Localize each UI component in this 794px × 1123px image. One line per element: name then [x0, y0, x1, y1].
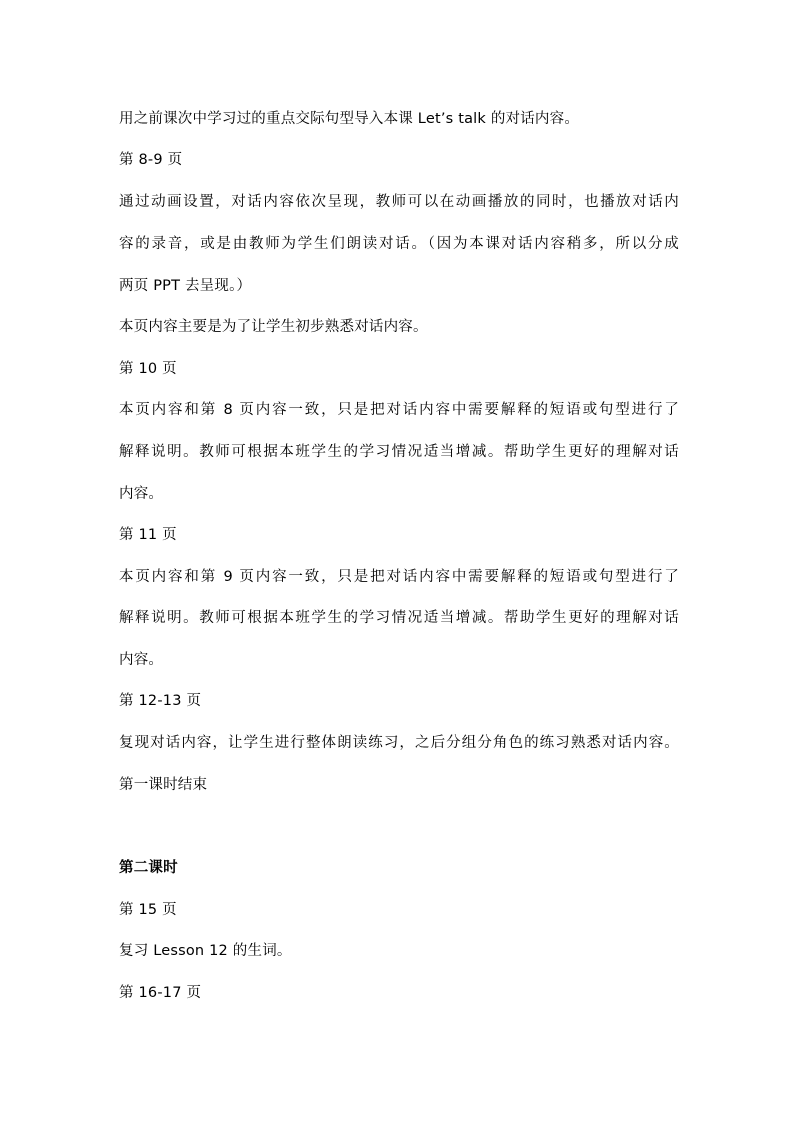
- lesson-end-note: 第一课时结束: [119, 777, 208, 793]
- page-heading-8-9: 第 8-9 页: [119, 152, 183, 168]
- paragraph-line: 两页 PPT 去呈现。）: [119, 278, 252, 294]
- paragraph-line: 本页内容和第 8 页内容一致，只是把对话内容中需要解释的短语或句型进行了: [119, 402, 679, 418]
- paragraph-line: 复习 Lesson 12 的生词。: [119, 943, 292, 959]
- paragraph-line: 本页内容和第 9 页内容一致，只是把对话内容中需要解释的短语或句型进行了: [119, 569, 679, 585]
- paragraph-line: 解释说明。教师可根据本班学生的学习情况适当增减。帮助学生更好的理解对话: [119, 610, 679, 626]
- section-title-lesson-2: 第二课时: [119, 860, 178, 876]
- paragraph-line: 容的录音，或是由教师为学生们朗读对话。（因为本课对话内容稍多，所以分成: [119, 236, 679, 252]
- paragraph-line: 内容。: [119, 486, 164, 502]
- page-heading-10: 第 10 页: [119, 361, 177, 377]
- page-heading-11: 第 11 页: [119, 527, 177, 543]
- paragraph-line: 通过动画设置，对话内容依次呈现，教师可以在动画播放的同时，也播放对话内: [119, 194, 679, 210]
- page-heading-12-13: 第 12-13 页: [119, 693, 202, 709]
- page-heading-16-17: 第 16-17 页: [119, 985, 202, 1001]
- paragraph-line: 内容。: [119, 652, 164, 668]
- page-heading-15: 第 15 页: [119, 902, 177, 918]
- paragraph-intro: 用之前课次中学习过的重点交际句型导入本课 Let’s talk 的对话内容。: [119, 111, 580, 127]
- paragraph-line: 解释说明。教师可根据本班学生的学习情况适当增减。帮助学生更好的理解对话: [119, 444, 679, 460]
- paragraph-line: 本页内容主要是为了让学生初步熟悉对话内容。: [119, 319, 428, 335]
- paragraph-line: 复现对话内容，让学生进行整体朗读练习，之后分组分角色的练习熟悉对话内容。: [119, 735, 679, 751]
